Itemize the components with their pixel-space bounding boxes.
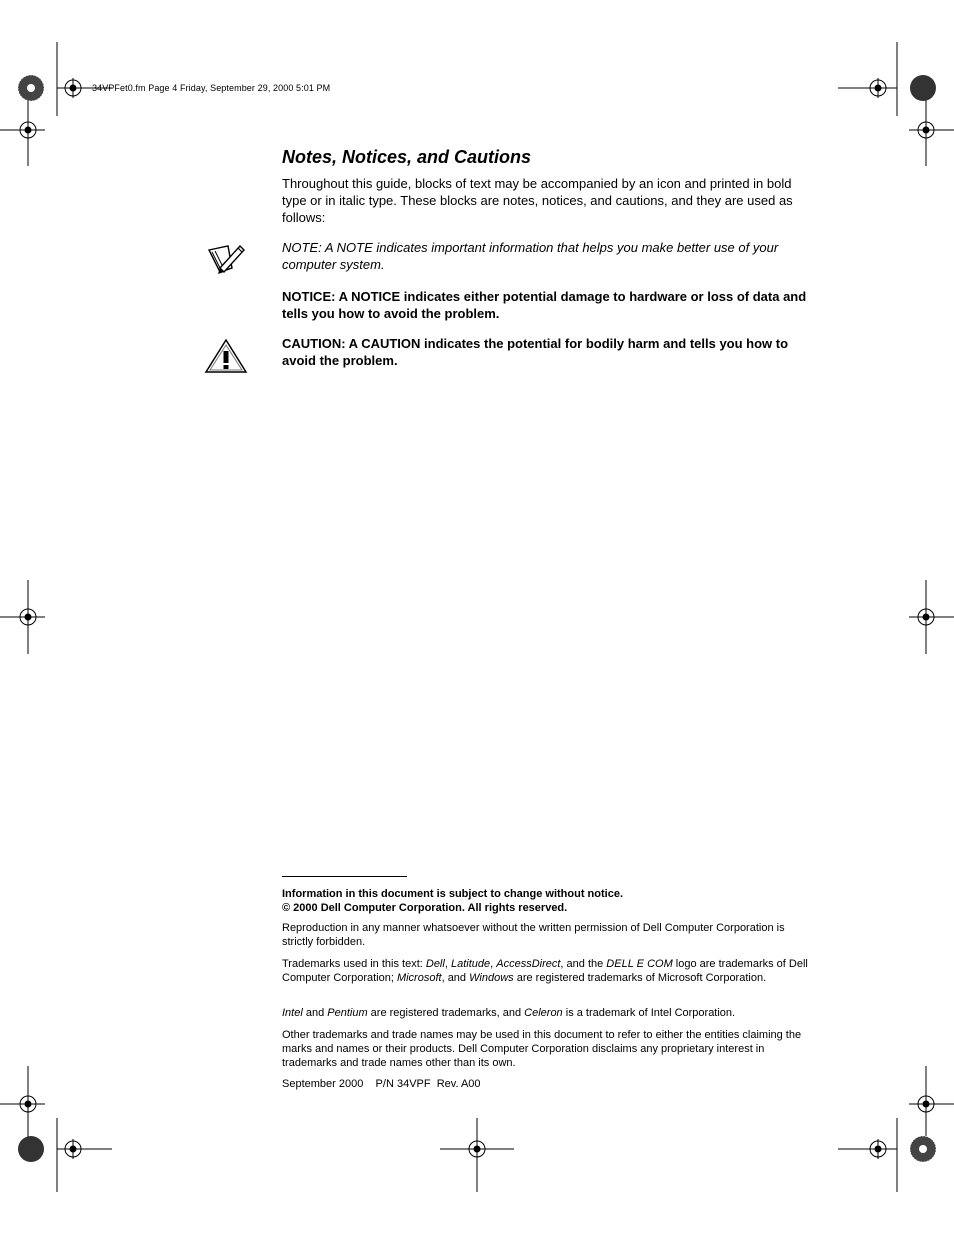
change-notice-line1: Information in this document is subject to change without notice. xyxy=(282,888,624,900)
trademark-intel: Intel xyxy=(282,1007,303,1019)
intel-text: and xyxy=(302,1007,328,1019)
trademark-pentium: Pentium xyxy=(327,1007,368,1019)
trademark-celeron: Celeron xyxy=(524,1007,563,1019)
trademarks-text: , xyxy=(444,958,451,970)
trademark-accessdirect: AccessDirect xyxy=(496,958,561,970)
intro-paragraph: Throughout this guide, blocks of text may be accompanied by an icon and printed in bold type or in italic type. These blocks are notes, notices, and cautions, and they are used as follows: xyxy=(282,176,793,225)
trademark-dell-e-com: DELL E COM xyxy=(606,958,673,970)
trademarks-paragraph xyxy=(282,957,814,985)
notice-text: NOTICE: A NOTICE indicates either potential damage to hardware or loss of data and tells you how to avoid the problem. xyxy=(282,289,807,321)
trademarks-text: Trademarks used in this text: xyxy=(282,958,426,970)
copyright-line: © 2000 Dell Computer Corporation. All rights reserved. xyxy=(282,902,568,914)
trademark-dell: Dell xyxy=(425,958,445,970)
trademark-microsoft: Microsoft xyxy=(396,972,442,984)
trademarks-text: , and the xyxy=(560,958,607,970)
file-info-header: 34VPFet0.fm Page 4 Friday, September 29, 2000 5:01 PM xyxy=(92,83,331,93)
caution-text: CAUTION: A CAUTION indicates the potential for bodily harm and tells you how to avoid the problem. xyxy=(282,336,789,368)
trademark-windows: Windows xyxy=(469,972,514,984)
date-part-number: September 2000 P/N 34VPF Rev. A00 xyxy=(282,1078,481,1090)
intel-trademarks xyxy=(282,1006,814,1020)
reproduction-notice: Reproduction in any manner whatsoever without the written permission of Dell Computer Corporation is strictly forbidden. xyxy=(282,922,785,948)
page-title: Notes, Notices, and Cautions xyxy=(282,147,532,167)
trademark-latitude: Latitude xyxy=(450,958,491,970)
intel-text: are registered trademarks, and xyxy=(367,1007,525,1019)
trademarks-text: , xyxy=(490,958,497,970)
note-pencil-icon xyxy=(206,240,246,276)
trademarks-text: logo are trademarks of Dell Computer Corporation; xyxy=(282,958,808,984)
footnote-divider xyxy=(282,876,407,877)
other-trademarks: Other trademarks and trade names may be used in this document to refer to either the entities claiming the marks and names or their products. Dell Computer Corporation disclaims any proprietary interest in trademarks and trade names other than its own. xyxy=(282,1029,802,1069)
intel-text: is a trademark of Intel Corporation. xyxy=(562,1007,736,1019)
caution-triangle-icon xyxy=(204,338,248,374)
trademarks-text: , and xyxy=(441,972,470,984)
note-text: NOTE: A NOTE indicates important information that helps you make better use of your computer system. xyxy=(282,240,779,272)
change-notice xyxy=(282,887,814,915)
trademarks-text: are registered trademarks of Microsoft Corporation. xyxy=(513,972,767,984)
